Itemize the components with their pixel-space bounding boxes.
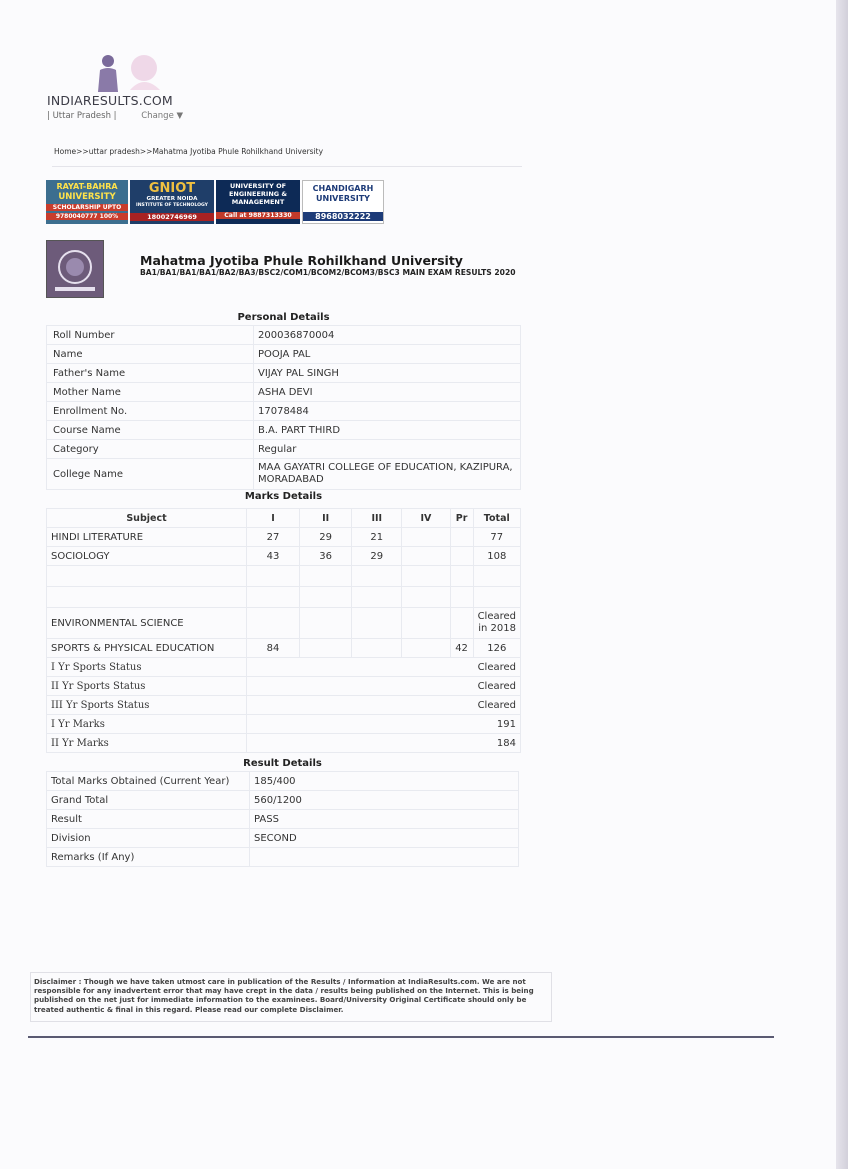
field-label: Name <box>47 345 254 364</box>
table-row <box>47 459 521 490</box>
university-emblem-icon <box>46 240 104 298</box>
field-value: 17078484 <box>254 402 521 421</box>
banner-text: UNIVERSITY <box>58 192 116 202</box>
banner-text: UNIVERSITY OF <box>229 182 287 190</box>
column-header: II <box>300 509 352 528</box>
field-label: Remarks (If Any) <box>47 848 250 867</box>
breadcrumb[interactable]: Home>>uttar pradesh>>Mahatma Jyotiba Phule Rohilkhand University <box>54 147 324 156</box>
marks-cell <box>450 587 473 608</box>
status-row <box>47 658 521 677</box>
field-label: III Yr Sports Status <box>47 696 247 715</box>
marks-cell <box>300 587 352 608</box>
section-heading: Marks Details <box>244 491 323 502</box>
marks-details-table <box>46 508 521 753</box>
field-value: 200036870004 <box>254 326 521 345</box>
marks-cell: 27 <box>246 528 299 547</box>
field-label: I Yr Marks <box>47 715 247 734</box>
status-row <box>47 715 521 734</box>
marks-cell <box>246 587 299 608</box>
marks-cell <box>402 639 450 658</box>
field-value: POOJA PAL <box>254 345 521 364</box>
column-header: Pr <box>450 509 473 528</box>
table-row <box>47 364 521 383</box>
column-header: Subject <box>47 509 247 528</box>
table-header-row <box>47 509 521 528</box>
table-row <box>47 791 519 810</box>
column-header: I <box>246 509 299 528</box>
table-row <box>47 402 521 421</box>
disclaimer-text: Disclaimer : Though we have taken utmost care in publication of the Results / Information at IndiaResults.com. We are not responsible for any inadvertent error that may have crept in the data / results being published on the Internet. This is being published on the net just for immediate information to the examinees. Board/University Original Certificate should only be treated authentic & final in this regard. Please read our complete Disclaimer. <box>34 977 534 1014</box>
field-value: Cleared <box>246 696 520 715</box>
table-row <box>47 440 521 459</box>
banner-text: 18002746969 <box>130 213 214 221</box>
marks-cell <box>352 566 402 587</box>
column-header: III <box>352 509 402 528</box>
subject-cell <box>47 566 247 587</box>
marks-cell <box>402 547 450 566</box>
subject-cell: SOCIOLOGY <box>47 547 247 566</box>
banner-text: RAYAT-BAHRA <box>56 182 118 191</box>
site-logo-text[interactable]: INDIARESULTS.COM <box>47 93 173 108</box>
state-label: | Uttar Pradesh | <box>47 111 117 121</box>
column-header: IV <box>402 509 450 528</box>
field-label: Father's Name <box>47 364 254 383</box>
field-value: Regular <box>254 440 521 459</box>
marks-cell: 36 <box>300 547 352 566</box>
table-row <box>47 848 519 867</box>
banner-text: 9780040777 100% <box>46 213 128 220</box>
field-value: MAA GAYATRI COLLEGE OF EDUCATION, KAZIPURA, MORADABAD <box>254 459 521 490</box>
marks-cell: 29 <box>352 547 402 566</box>
marks-cell <box>246 608 299 639</box>
marks-cell <box>402 608 450 639</box>
field-label: Enrollment No. <box>47 402 254 421</box>
status-row <box>47 696 521 715</box>
banner-text: Call at 9887313330 <box>216 212 300 219</box>
total-cell: Cleared in 2018 <box>473 608 520 639</box>
field-value: 185/400 <box>250 772 519 791</box>
subject-cell: HINDI LITERATURE <box>47 528 247 547</box>
field-value: ASHA DEVI <box>254 383 521 402</box>
field-label: Category <box>47 440 254 459</box>
field-value: 560/1200 <box>250 791 519 810</box>
marks-cell <box>300 639 352 658</box>
marks-cell <box>450 566 473 587</box>
field-value: 191 <box>246 715 520 734</box>
field-label: Division <box>47 829 250 848</box>
marks-cell <box>352 608 402 639</box>
total-cell <box>473 587 520 608</box>
status-row <box>47 677 521 696</box>
marks-cell <box>352 587 402 608</box>
field-value: PASS <box>250 810 519 829</box>
field-label: Grand Total <box>47 791 250 810</box>
field-value: 184 <box>246 734 520 753</box>
field-value: VIJAY PAL SINGH <box>254 364 521 383</box>
divider <box>28 1036 774 1038</box>
marks-cell <box>300 608 352 639</box>
table-row <box>47 326 521 345</box>
exam-title: BA1/BA1/BA1/BA1/BA2/BA3/BSC2/COM1/BCOM2/BCOM3/BSC3 MAIN EXAM RESULTS 2020 <box>140 268 516 277</box>
marks-cell: 29 <box>300 528 352 547</box>
table-row <box>47 421 521 440</box>
marks-cell: 43 <box>246 547 299 566</box>
field-value: Cleared <box>246 677 520 696</box>
ad-banner-gniot[interactable] <box>130 180 214 224</box>
field-label: Mother Name <box>47 383 254 402</box>
banner-text: CHANDIGARH <box>312 184 374 193</box>
marks-cell: 21 <box>352 528 402 547</box>
table-row <box>47 345 521 364</box>
banner-text: ENGINEERING & <box>228 190 288 198</box>
banner-text: GREATER NOIDA <box>146 196 198 202</box>
subject-cell <box>47 587 247 608</box>
subject-cell: ENVIRONMENTAL SCIENCE <box>47 608 247 639</box>
field-label: College Name <box>47 459 254 490</box>
banner-text: INSTITUTE OF TECHNOLOGY <box>136 203 208 208</box>
section-heading: Personal Details <box>237 311 330 323</box>
marks-cell <box>450 608 473 639</box>
table-row <box>47 810 519 829</box>
table-row <box>47 829 519 848</box>
change-state-link[interactable]: Change ▼ <box>141 111 184 121</box>
table-row <box>47 528 521 547</box>
ad-banner-rayat-bahra[interactable] <box>46 180 128 224</box>
field-value: Cleared <box>246 658 520 677</box>
field-label: Result <box>47 810 250 829</box>
result-details-table <box>46 755 519 867</box>
section-heading: Result Details <box>243 757 322 769</box>
field-label: I Yr Sports Status <box>47 658 247 677</box>
table-row <box>47 547 521 566</box>
marks-cell: 42 <box>450 639 473 658</box>
field-value: SECOND <box>250 829 519 848</box>
table-row <box>47 383 521 402</box>
total-cell: 108 <box>473 547 520 566</box>
status-row <box>47 734 521 753</box>
total-cell: 126 <box>473 639 520 658</box>
divider <box>52 166 522 167</box>
field-label: II Yr Sports Status <box>47 677 247 696</box>
banner-text: MANAGEMENT <box>231 198 285 206</box>
subject-cell: SPORTS & PHYSICAL EDUCATION <box>47 639 247 658</box>
personal-details-table <box>46 309 521 490</box>
banner-text: UNIVERSITY <box>316 194 370 203</box>
marks-cell <box>352 639 402 658</box>
field-value: B.A. PART THIRD <box>254 421 521 440</box>
total-cell <box>473 566 520 587</box>
table-row <box>47 772 519 791</box>
field-label: Total Marks Obtained (Current Year) <box>47 772 250 791</box>
ad-banner-strip <box>46 180 384 224</box>
table-row <box>47 566 521 587</box>
field-value <box>250 848 519 867</box>
marks-cell <box>402 587 450 608</box>
marks-cell <box>300 566 352 587</box>
marks-cell: 84 <box>246 639 299 658</box>
state-selector <box>47 111 183 121</box>
banner-text: GNIOT <box>148 181 196 196</box>
field-label: II Yr Marks <box>47 734 247 753</box>
university-name: Mahatma Jyotiba Phule Rohilkhand University <box>140 253 463 268</box>
field-label: Course Name <box>47 421 254 440</box>
marks-cell <box>450 547 473 566</box>
field-label: Roll Number <box>47 326 254 345</box>
table-row <box>47 608 521 639</box>
marks-cell <box>402 528 450 547</box>
banner-text: SCHOLARSHIP UPTO <box>46 204 128 211</box>
marks-cell <box>246 566 299 587</box>
table-row <box>47 639 521 658</box>
ad-banner-chandigarh[interactable] <box>302 180 384 224</box>
indiaresults-logo-icon <box>96 52 172 96</box>
marks-cell <box>450 528 473 547</box>
table-row <box>47 587 521 608</box>
total-cell: 77 <box>473 528 520 547</box>
column-header: Total <box>473 509 520 528</box>
banner-text: 8968032222 <box>303 212 383 221</box>
page-edge <box>836 0 848 1169</box>
marks-cell <box>402 566 450 587</box>
ad-banner-uem[interactable] <box>216 180 300 224</box>
